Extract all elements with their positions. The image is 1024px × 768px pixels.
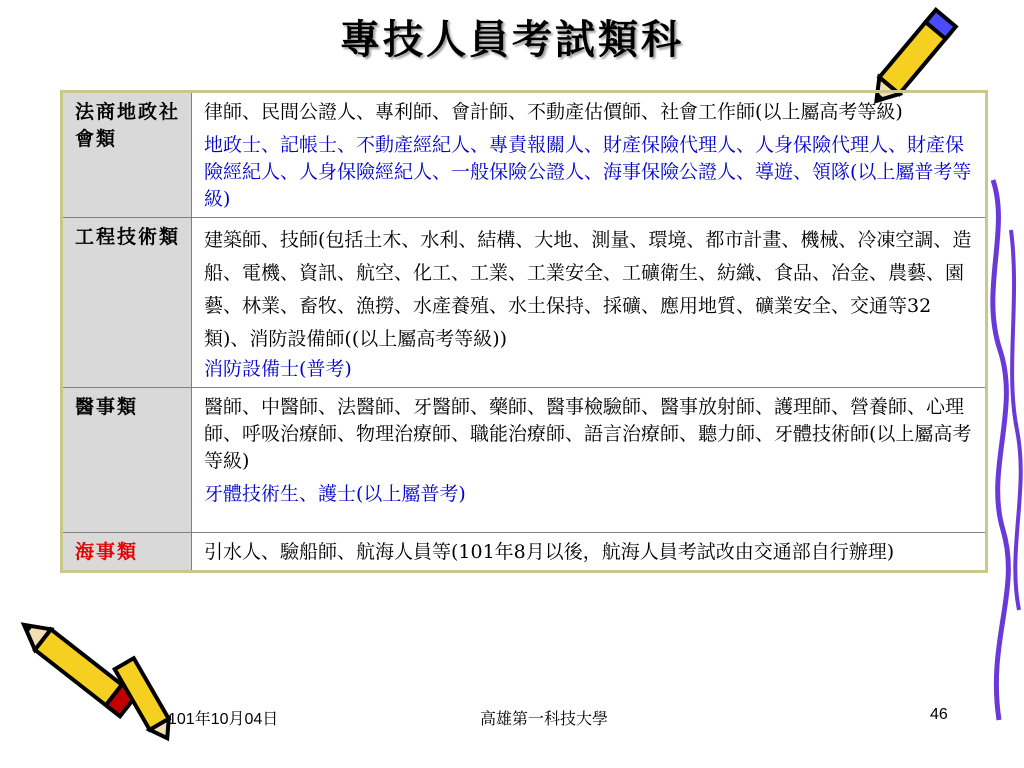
higher-exam-text: 律師、民間公證人、專利師、會計師、不動產估價師、社會工作師(以上屬高考等級) <box>204 101 903 123</box>
footer-school: 高雄第一科技大學 <box>480 711 609 728</box>
table-row <box>62 92 987 218</box>
content-cell <box>192 92 987 218</box>
higher-exam-text: 醫師、中醫師、法醫師、牙醫師、藥師、醫事檢驗師、醫事放射師、護理師、營養師、心理師、呼吸治療師、物理治療師、職能治療師、語言治療師、聽力師、牙體技術師(以上屬高考等級) <box>204 396 972 472</box>
general-exam-text: 地政士、記帳士、不動產經紀人、專責報關人、財產保險代理人、人身保險代理人、財產保險經紀人、人身保險經紀人、一般保險公證人、海事保險公證人、導遊、領隊(以上屬普考等級) <box>204 134 972 210</box>
higher-exam-text: 建築師、技師(包括土木、水利、結構、大地、測量、環境、都市計畫、機械、冷凍空調、造船、電機、資訊、航空、化工、工業、工業安全、工礦衛生、紡織、食品、冶金、農藝、園藝、林業、畜牧、漁撈、水產養殖、水土保持、採礦、應用地質、礦業安全、交通等32類)、消防設備師((以上屬高考等級)) <box>204 229 972 350</box>
content-cell <box>192 218 987 388</box>
footer-date: 101年10月04日 <box>168 711 279 728</box>
pencil-icon <box>95 640 185 750</box>
page-number: 46 <box>930 706 948 723</box>
table-row <box>62 533 987 572</box>
content-cell <box>192 533 987 572</box>
maritime-exam-text: 引水人、驗船師、航海人員等(101年8月以後，航海人員考試改由交通部自行辦理) <box>204 541 895 563</box>
table-row <box>62 218 987 388</box>
category-cell: 工程技術類 <box>62 218 192 388</box>
category-cell: 海事類 <box>62 533 192 572</box>
general-exam-text: 牙體技術生、護士(以上屬普考) <box>204 483 466 505</box>
general-exam-text: 消防設備士(普考) <box>204 358 352 380</box>
category-cell: 醫事類 <box>62 388 192 533</box>
content-cell <box>192 388 987 533</box>
page-title: 專技人員考試類科 <box>340 16 684 63</box>
exam-category-table <box>60 90 988 573</box>
table-row <box>62 388 987 533</box>
category-cell: 法商地政社會類 <box>62 92 192 218</box>
